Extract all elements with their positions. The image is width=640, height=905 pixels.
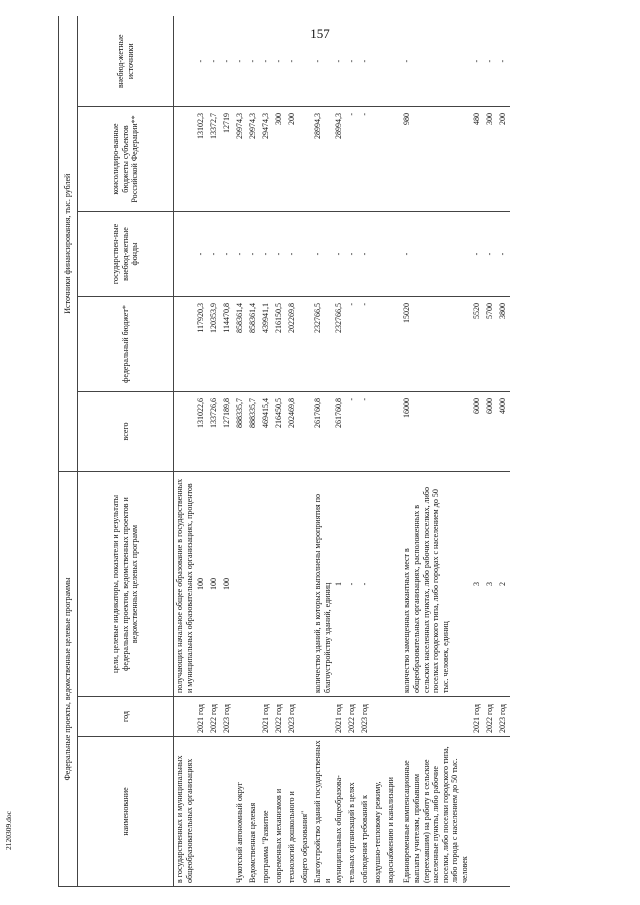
cell-goal: - xyxy=(346,471,359,696)
cell-goal: количество зданий, в которых выполнены мероприятия по благоустройству зданий, единиц xyxy=(312,471,333,696)
cell-offbudget: - xyxy=(221,16,234,106)
cell-regional: 12719 xyxy=(221,106,234,211)
cell-goal: 2 xyxy=(497,471,510,696)
cell-state-fund: - xyxy=(208,211,221,296)
cell-goal: 100 xyxy=(208,471,221,696)
cell-total: 888335,7 xyxy=(234,391,247,471)
cell-name xyxy=(497,737,510,887)
cell-name: общего образования" xyxy=(299,737,312,887)
cell-year: 2023 год xyxy=(221,697,234,737)
cell-total: 261760,8 xyxy=(333,391,346,471)
cell-state-fund xyxy=(372,211,385,296)
cell-offbudget: - xyxy=(247,16,260,106)
cell-year: 2021 год xyxy=(260,697,273,737)
cell-offbudget: - xyxy=(359,16,372,106)
cell-name: соблюдения требований к xyxy=(359,737,372,887)
cell-year xyxy=(174,697,196,737)
cell-total xyxy=(385,391,398,471)
cell-total: - xyxy=(359,391,372,471)
cell-regional: 300 xyxy=(484,106,497,211)
cell-offbudget xyxy=(385,16,398,106)
cell-goal xyxy=(247,471,260,696)
cell-name: тельных организаций в целях xyxy=(346,737,359,887)
cell-name: Благоустройство зданий государственных и xyxy=(312,737,333,887)
cell-state-fund: - xyxy=(286,211,299,296)
cell-year: 2023 год xyxy=(286,697,299,737)
cell-regional: 28994,3 xyxy=(333,106,346,211)
cell-federal: 858361,4 xyxy=(247,296,260,391)
header-federal-budget: федеральный бюджет* xyxy=(78,296,174,391)
cell-name: Ведомственная целевая xyxy=(247,737,260,887)
cell-offbudget: - xyxy=(471,16,484,106)
header-total: всего xyxy=(78,391,174,471)
cell-total: 16000 xyxy=(398,391,470,471)
cell-total: 4000 xyxy=(497,391,510,471)
table-row xyxy=(497,16,510,886)
cell-year: 2023 год xyxy=(359,697,372,737)
cell-federal: 120353,9 xyxy=(208,296,221,391)
cell-offbudget: - xyxy=(195,16,208,106)
cell-federal: 216150,5 xyxy=(273,296,286,391)
cell-name: технологий дошкольного и xyxy=(286,737,299,887)
cell-state-fund xyxy=(174,211,196,296)
cell-total xyxy=(174,391,196,471)
cell-regional: 29974,3 xyxy=(247,106,260,211)
header-band-projects: Федеральные проекты, ведомственные целевые программы xyxy=(59,471,78,886)
cell-total: 131022,6 xyxy=(195,391,208,471)
cell-regional: - xyxy=(359,106,372,211)
cell-regional: 29474,3 xyxy=(260,106,273,211)
table-row xyxy=(333,16,346,886)
cell-total: 261760,8 xyxy=(312,391,333,471)
header-offbudget: внебюд-жетные источники xyxy=(78,16,174,106)
cell-regional xyxy=(299,106,312,211)
cell-year: 2022 год xyxy=(484,697,497,737)
table-row xyxy=(260,16,273,886)
cell-state-fund: - xyxy=(471,211,484,296)
cell-regional: 980 xyxy=(398,106,470,211)
table-row xyxy=(372,16,385,886)
cell-name xyxy=(208,737,221,887)
cell-state-fund xyxy=(385,211,398,296)
cell-total xyxy=(372,391,385,471)
header-year: год xyxy=(78,697,174,737)
cell-state-fund: - xyxy=(195,211,208,296)
cell-offbudget xyxy=(299,16,312,106)
table-row xyxy=(312,16,333,886)
cell-name: водоснабжению и канализации xyxy=(385,737,398,887)
cell-offbudget: - xyxy=(273,16,286,106)
cell-state-fund: - xyxy=(273,211,286,296)
cell-federal: 232766,5 xyxy=(312,296,333,391)
cell-name xyxy=(471,737,484,887)
cell-federal: 114470,8 xyxy=(221,296,234,391)
cell-total: 6000 xyxy=(471,391,484,471)
cell-goal: 100 xyxy=(221,471,234,696)
cell-federal: 858361,4 xyxy=(234,296,247,391)
cell-regional: 200 xyxy=(497,106,510,211)
cell-federal: 439941,1 xyxy=(260,296,273,391)
cell-regional: 480 xyxy=(471,106,484,211)
cell-federal: 202269,8 xyxy=(286,296,299,391)
cell-goal xyxy=(234,471,247,696)
cell-regional xyxy=(372,106,385,211)
cell-regional: 300 xyxy=(273,106,286,211)
cell-federal: 5700 xyxy=(484,296,497,391)
cell-year: 2022 год xyxy=(208,697,221,737)
cell-name: программа "Развитие xyxy=(260,737,273,887)
cell-year: 2022 год xyxy=(346,697,359,737)
table-row xyxy=(208,16,221,886)
cell-year: 2023 год xyxy=(497,697,510,737)
cell-regional: - xyxy=(346,106,359,211)
cell-name: воздушно-тепловому режиму, xyxy=(372,737,385,887)
cell-regional xyxy=(385,106,398,211)
cell-goal xyxy=(385,471,398,696)
cell-federal: 117920,3 xyxy=(195,296,208,391)
cell-name: Единовременные компенсационные выплаты учителям, прибывшим (переехавшим) на работу в сельские населенные пункты, либо рабочие поселки, либо поселки городского типа, либо города с населением до 50 тыс. человек xyxy=(398,737,470,887)
table-row xyxy=(247,16,260,886)
cell-name xyxy=(221,737,234,887)
cell-total: 469415,4 xyxy=(260,391,273,471)
cell-federal xyxy=(174,296,196,391)
cell-total: - xyxy=(346,391,359,471)
cell-federal xyxy=(299,296,312,391)
cell-year: 2021 год xyxy=(195,697,208,737)
table-row xyxy=(195,16,208,886)
cell-state-fund: - xyxy=(346,211,359,296)
cell-federal: - xyxy=(359,296,372,391)
cell-goal xyxy=(260,471,273,696)
cell-offbudget: - xyxy=(497,16,510,106)
cell-goal xyxy=(372,471,385,696)
cell-state-fund: - xyxy=(312,211,333,296)
cell-state-fund: - xyxy=(484,211,497,296)
cell-regional xyxy=(174,106,196,211)
cell-year: 2021 год xyxy=(471,697,484,737)
header-band-financing: Источники финансирования, тыс. рублей xyxy=(59,16,78,471)
cell-goal: количество замещенных вакантных мест в общеобразовательных организациях, расположенных в сельских населенных пунктах, либо рабочих поселках, либо поселках городского типа, либо городах с населением до 50 тыс. человек, единиц xyxy=(398,471,470,696)
cell-offbudget: - xyxy=(234,16,247,106)
cell-name: в государственных и муниципальных общеобразовательных организациях xyxy=(174,737,196,887)
cell-offbudget: - xyxy=(346,16,359,106)
cell-name: современных механизмов и xyxy=(273,737,286,887)
cell-state-fund: - xyxy=(359,211,372,296)
table-row xyxy=(174,16,196,886)
table-row xyxy=(299,16,312,886)
cell-goal: 3 xyxy=(471,471,484,696)
financing-table xyxy=(58,16,510,887)
cell-regional: 29974,3 xyxy=(234,106,247,211)
cell-name xyxy=(195,737,208,887)
cell-state-fund: - xyxy=(333,211,346,296)
cell-state-fund: - xyxy=(497,211,510,296)
header-state-offbudget: государствен-ные внебюд-жетные фонды xyxy=(78,211,174,296)
table-row xyxy=(234,16,247,886)
page-number: 157 xyxy=(310,26,330,41)
cell-total: 216450,5 xyxy=(273,391,286,471)
cell-year: 2021 год xyxy=(333,697,346,737)
document-code: 2120309.doc xyxy=(4,811,13,850)
cell-offbudget: - xyxy=(312,16,333,106)
table-row xyxy=(471,16,484,886)
cell-federal xyxy=(385,296,398,391)
cell-state-fund: - xyxy=(398,211,470,296)
cell-total: 127189,8 xyxy=(221,391,234,471)
cell-offbudget: - xyxy=(208,16,221,106)
cell-year xyxy=(372,697,385,737)
cell-name xyxy=(484,737,497,887)
table-row xyxy=(221,16,234,886)
cell-regional: 28994,3 xyxy=(312,106,333,211)
cell-state-fund: - xyxy=(221,211,234,296)
header-name: наименование xyxy=(78,737,174,887)
cell-federal xyxy=(372,296,385,391)
cell-goal: получающих начальное общее образование в государственных и муниципальных образовательных организациях, процентов xyxy=(174,471,196,696)
cell-offbudget: - xyxy=(260,16,273,106)
cell-federal: 15020 xyxy=(398,296,470,391)
cell-goal: 1 xyxy=(333,471,346,696)
cell-offbudget: - xyxy=(484,16,497,106)
cell-goal xyxy=(286,471,299,696)
cell-year xyxy=(299,697,312,737)
cell-year xyxy=(385,697,398,737)
cell-federal: 232766,5 xyxy=(333,296,346,391)
table-row xyxy=(398,16,470,886)
cell-total: 133726,6 xyxy=(208,391,221,471)
table-row xyxy=(385,16,398,886)
cell-offbudget xyxy=(372,16,385,106)
cell-year: 2022 год xyxy=(273,697,286,737)
cell-year xyxy=(234,697,247,737)
cell-federal: 5520 xyxy=(471,296,484,391)
cell-federal: 3800 xyxy=(497,296,510,391)
cell-goal xyxy=(273,471,286,696)
table-row xyxy=(484,16,497,886)
cell-regional: 13372,7 xyxy=(208,106,221,211)
cell-offbudget: - xyxy=(398,16,470,106)
cell-name: муниципальных общеобразова- xyxy=(333,737,346,887)
cell-total: 6000 xyxy=(484,391,497,471)
cell-state-fund: - xyxy=(247,211,260,296)
table-row xyxy=(359,16,372,886)
cell-goal: 3 xyxy=(484,471,497,696)
table-row xyxy=(286,16,299,886)
cell-goal: - xyxy=(359,471,372,696)
cell-goal: 100 xyxy=(195,471,208,696)
cell-total: 202469,8 xyxy=(286,391,299,471)
cell-name: Чукотский автономный округ xyxy=(234,737,247,887)
cell-total xyxy=(299,391,312,471)
cell-goal xyxy=(299,471,312,696)
cell-year xyxy=(247,697,260,737)
cell-offbudget xyxy=(174,16,196,106)
cell-regional: 200 xyxy=(286,106,299,211)
table-body xyxy=(174,16,510,886)
rotated-table-container xyxy=(58,17,628,887)
cell-year xyxy=(398,697,470,737)
cell-regional: 13102,3 xyxy=(195,106,208,211)
cell-state-fund: - xyxy=(260,211,273,296)
header-goals: цели, целевые индикаторы, показатели и результаты федеральных проектов, ведомственных проектов и ведомственных целевых программ xyxy=(78,471,174,696)
cell-federal: - xyxy=(346,296,359,391)
cell-offbudget: - xyxy=(286,16,299,106)
table-row xyxy=(346,16,359,886)
cell-total: 888335,7 xyxy=(247,391,260,471)
table-row xyxy=(273,16,286,886)
header-regional-budgets: консолидиро-ванные бюджеты субъектов Российской Федерации** xyxy=(78,106,174,211)
cell-year xyxy=(312,697,333,737)
cell-offbudget: - xyxy=(333,16,346,106)
cell-state-fund: - xyxy=(234,211,247,296)
cell-state-fund xyxy=(299,211,312,296)
